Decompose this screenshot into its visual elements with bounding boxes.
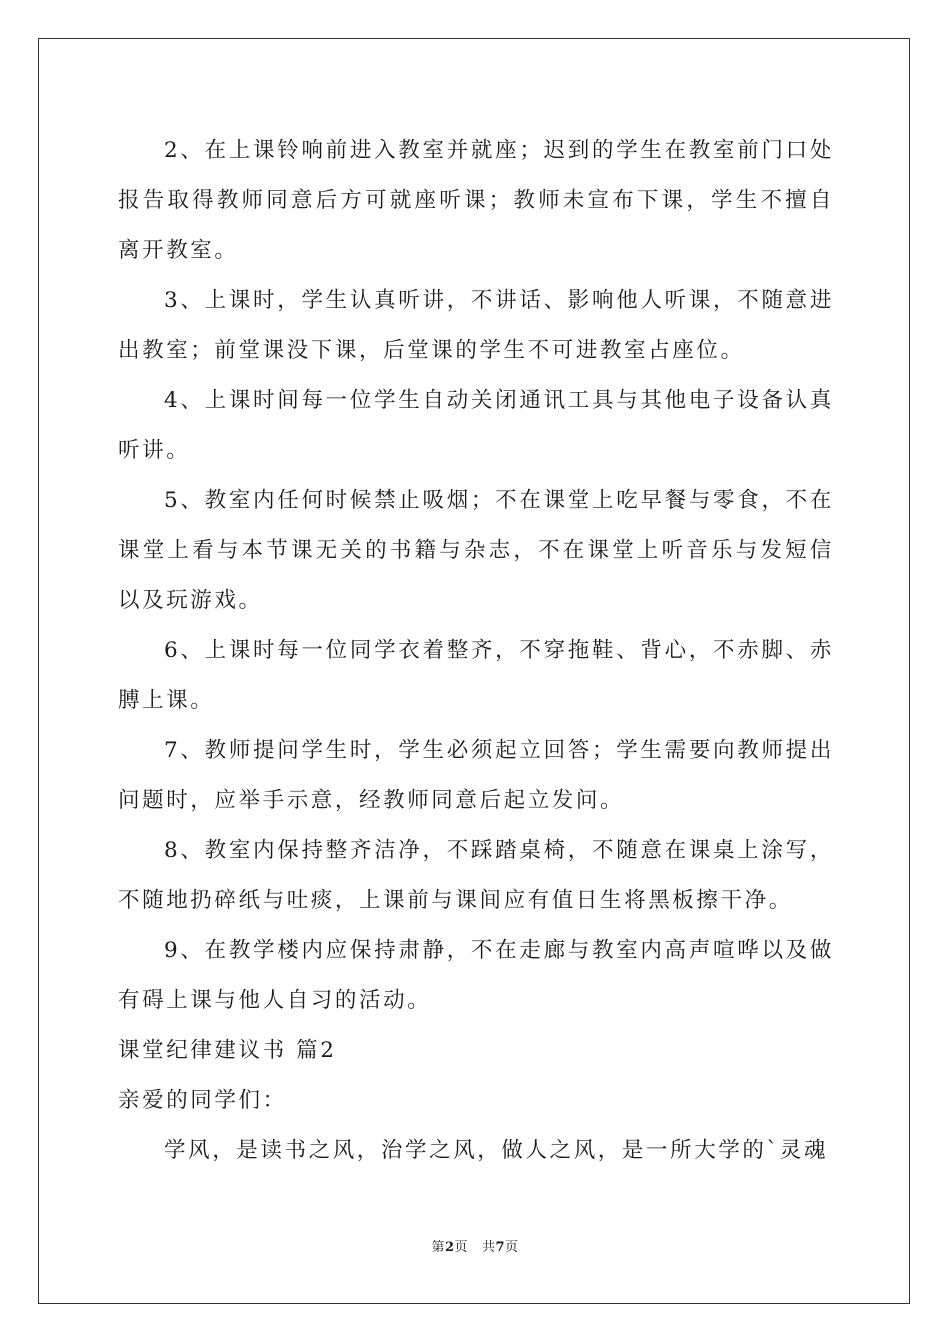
paragraph-intro: 学风，是读书之风，治学之风，做人之风，是一所大学的`灵魂 [164, 1138, 829, 1163]
paragraph-rule-5: 5、教室内任何时候禁止吸烟；不在课堂上吃早餐与零食，不在课堂上看与本节课无关的书籍与杂志，不在课堂上听音乐与发短信以及玩游戏。 [118, 488, 834, 613]
paragraph-rule-7: 7、教师提问学生时，学生必须起立回答；学生需要向教师提出问题时，应举手示意，经教师同意后起立发问。 [118, 738, 834, 813]
footer-total-suffix: 页 [505, 1240, 519, 1255]
paragraph-rule-6: 6、上课时每一位同学衣着整齐，不穿拖鞋、背心，不赤脚、赤膊上课。 [118, 638, 834, 713]
paragraph-rule-4: 4、上课时间每一位学生自动关闭通讯工具与其他电子设备认真听讲。 [118, 388, 834, 463]
page-footer [0, 1236, 950, 1255]
paragraph-rule-9: 9、在教学楼内应保持肃静，不在走廊与教室内高声喧哗以及做有碍上课与他人自习的活动。 [118, 938, 834, 1013]
footer-page-number: 2 [444, 1240, 455, 1255]
salutation: 亲爱的同学们： [118, 1088, 287, 1113]
paragraph-rule-8: 8、教室内保持整齐洁净，不踩踏桌椅，不随意在课桌上涂写，不随地扔碎纸与吐痰，上课前与课间应有值日生将黑板擦干净。 [118, 838, 834, 913]
paragraph-rule-3: 3、上课时，学生认真听讲，不讲话、影响他人听课，不随意进出教室；前堂课没下课，后堂课的学生不可进教室占座位。 [118, 288, 834, 363]
footer-page-prefix: 第 [431, 1240, 445, 1255]
footer-total-prefix: 共 [481, 1240, 496, 1255]
footer-page-suffix: 页 [454, 1240, 469, 1255]
paragraph-rule-2: 2、在上课铃响前进入教室并就座；迟到的学生在教室前门口处报告取得教师同意后方可就座听课；教师未宣布下课，学生不擅自离开教室。 [118, 138, 834, 263]
document-body [118, 126, 834, 1176]
footer-total-pages: 7 [495, 1240, 506, 1255]
section-heading: 课堂纪律建议书 篇2 [118, 1038, 337, 1063]
